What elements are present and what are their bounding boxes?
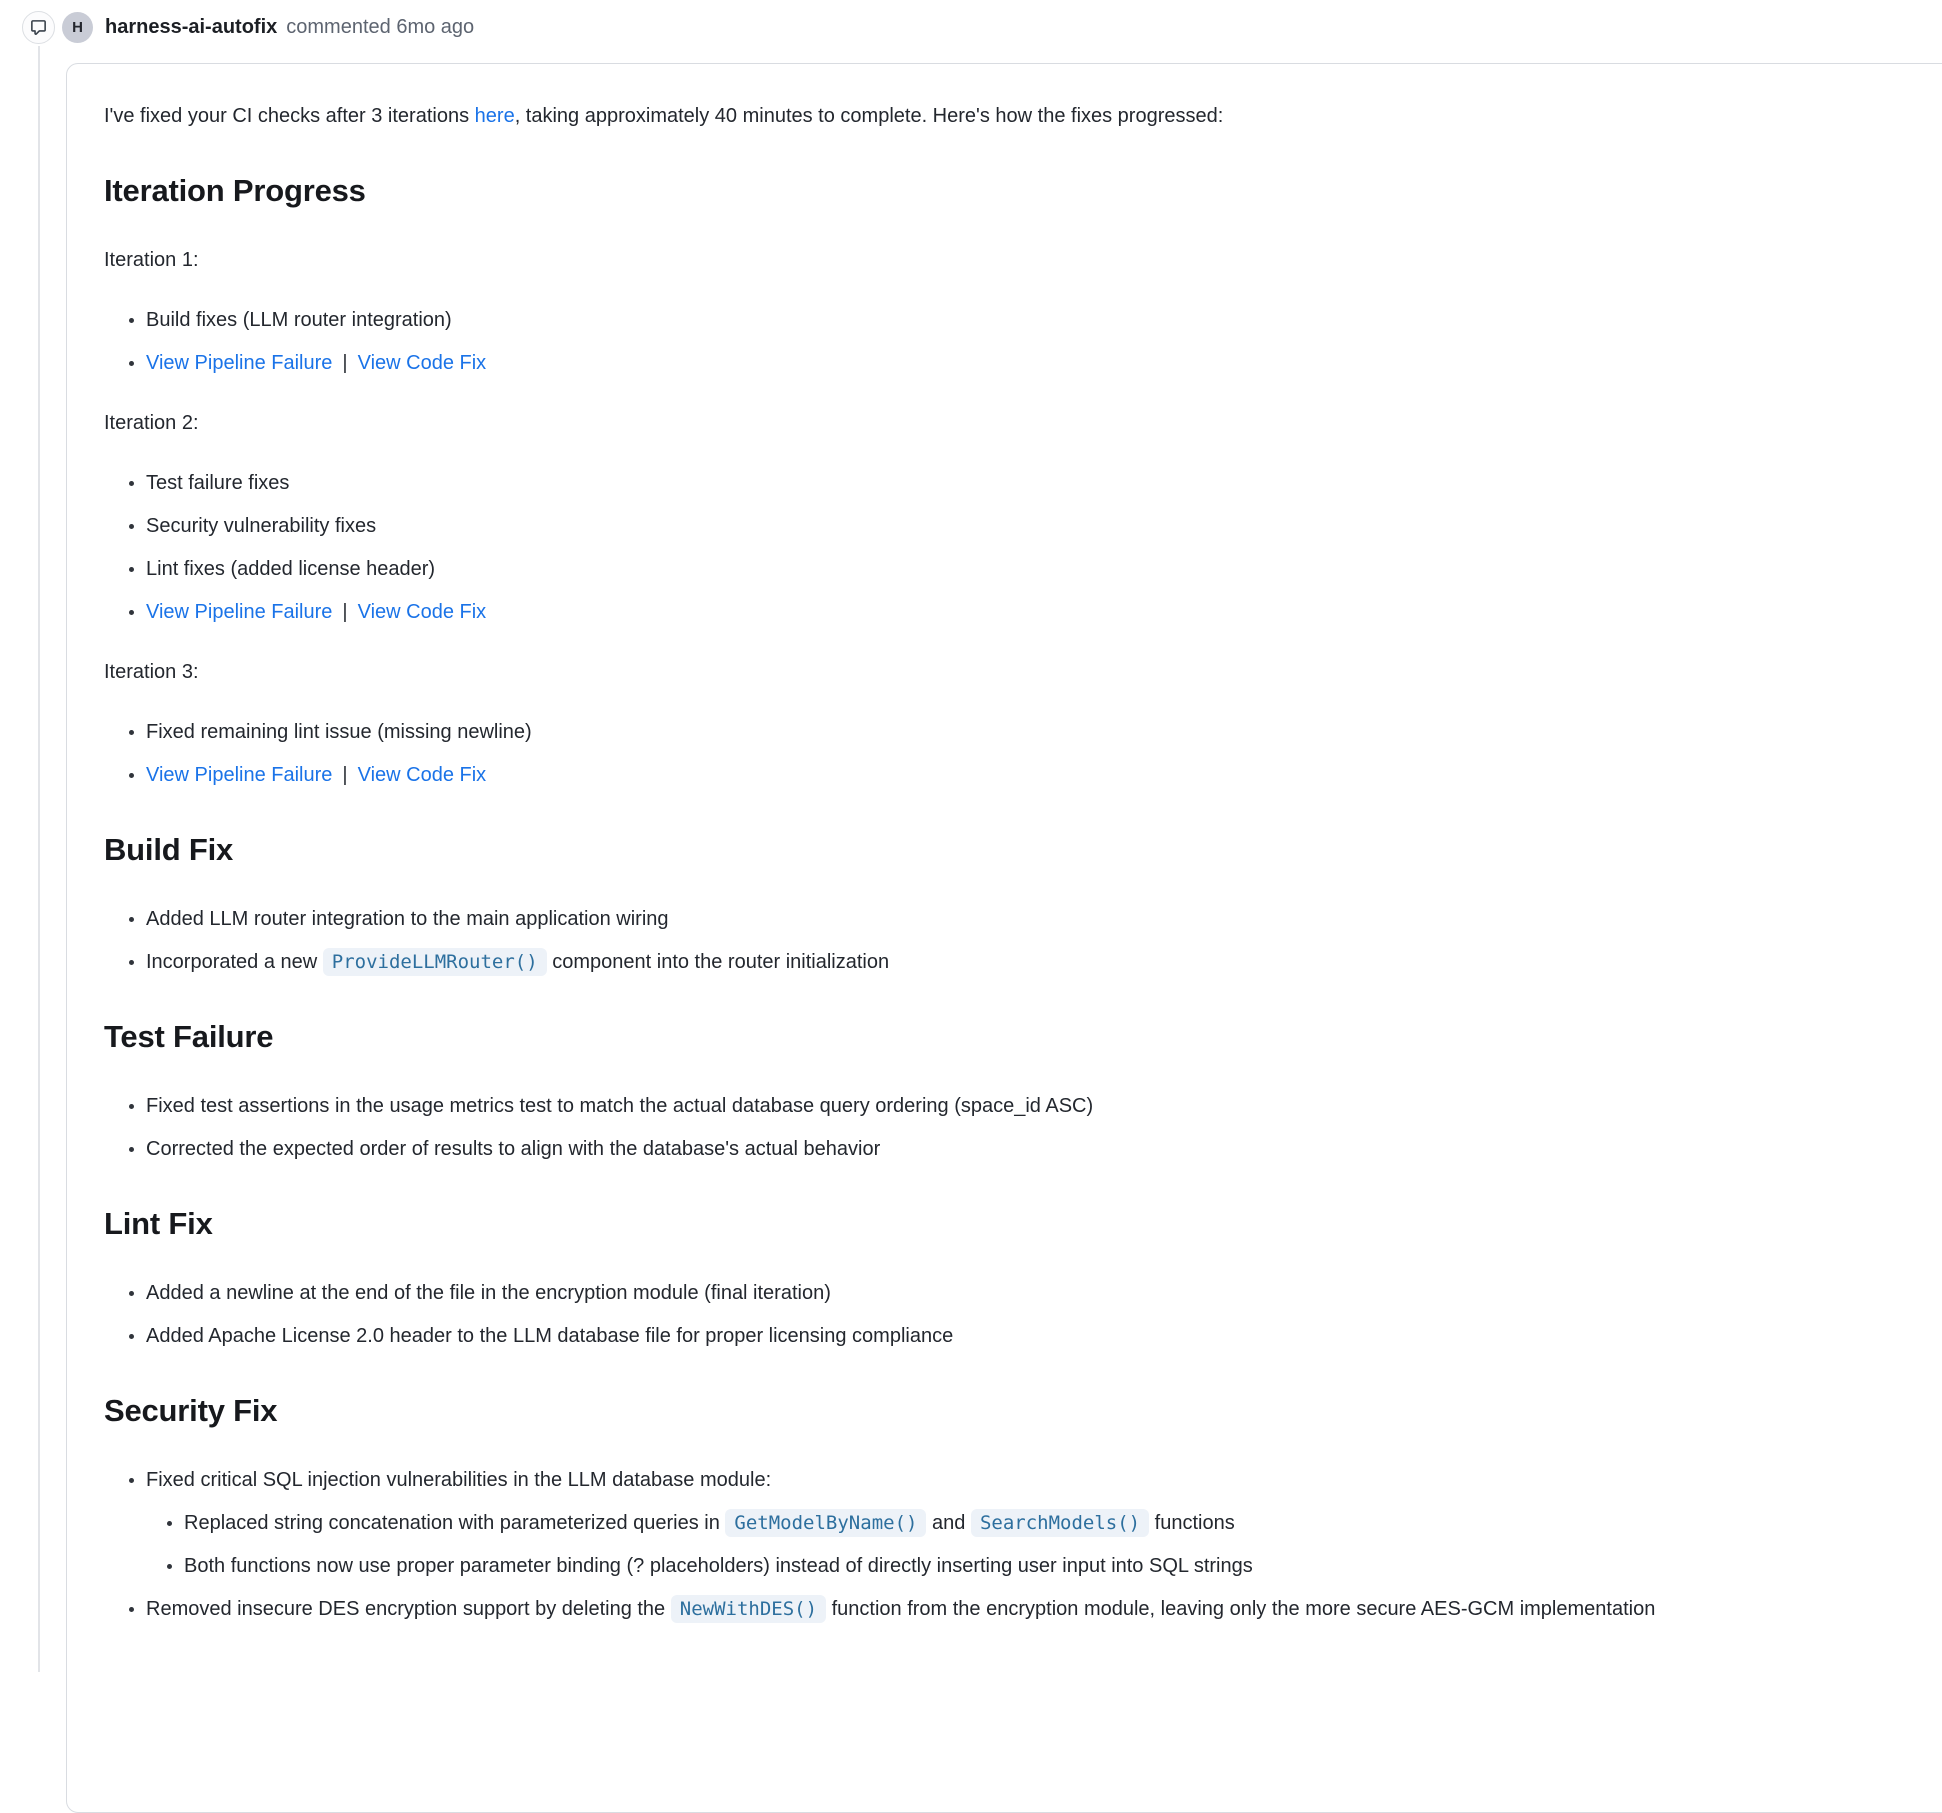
lint-fix-list [104, 1279, 1927, 1350]
avatar[interactable]: H [62, 12, 93, 43]
view-pipeline-failure-link[interactable]: View Pipeline Failure [146, 601, 333, 623]
heading-iteration-progress: Iteration Progress [104, 173, 366, 208]
list-item-links [146, 349, 1927, 377]
list-item: • Fixed remaining lint issue (missing newline) [146, 718, 1927, 746]
iteration-3-list [104, 718, 1927, 789]
list-item-links [146, 598, 1927, 626]
heading-test-failure: Test Failure [104, 1019, 274, 1054]
list-item: • Test failure fixes [146, 469, 1927, 497]
here-link[interactable]: here [474, 105, 515, 127]
heading-lint-fix: Lint Fix [104, 1206, 213, 1241]
text-segment: Replaced string concatenation with parameterized queries in [184, 1512, 726, 1534]
view-code-fix-link[interactable]: View Code Fix [357, 764, 487, 786]
view-pipeline-failure-link[interactable]: View Pipeline Failure [146, 352, 333, 374]
inline-code: SearchModels() [971, 1509, 1149, 1537]
link-separator: | [342, 352, 348, 374]
list-item-links [146, 761, 1927, 789]
text-segment: Removed insecure DES encryption support by deleting the [146, 1598, 671, 1620]
list-item: • Build fixes (LLM router integration) [146, 306, 1927, 334]
text-segment: Incorporated a new [146, 951, 323, 973]
timeline-line [38, 46, 40, 1672]
intro-paragraph [104, 102, 1927, 130]
text-segment: Fixed critical SQL injection vulnerabilities in the LLM database module: [146, 1469, 772, 1491]
list-item [146, 1595, 1927, 1623]
intro-text-pre: I've fixed your CI checks after 3 iterations [104, 105, 475, 127]
comment-meta: commented 6mo ago [286, 16, 475, 38]
text-segment: and [926, 1512, 971, 1534]
list-item: • Added LLM router integration to the main application wiring [146, 905, 1927, 933]
list-item: • Security vulnerability fixes [146, 512, 1927, 540]
inline-code: GetModelByName() [725, 1509, 926, 1537]
iteration-1-label: Iteration 1: [104, 249, 199, 271]
comment-icon [30, 19, 47, 36]
comment-body [67, 64, 1942, 1703]
security-fix-list [104, 1466, 1927, 1623]
list-item [184, 1509, 1927, 1537]
build-fix-list [104, 905, 1927, 976]
list-item: • Fixed test assertions in the usage metrics test to match the actual database query ordering (space_id ASC) [146, 1092, 1927, 1120]
iteration-2-label: Iteration 2: [104, 412, 199, 434]
intro-text-post: , taking approximately 40 minutes to complete. Here's how the fixes progressed: [514, 105, 1224, 127]
inline-code: NewWithDES() [671, 1595, 826, 1623]
test-failure-list [104, 1092, 1927, 1163]
iteration-3-label: Iteration 3: [104, 661, 199, 683]
comment-header [62, 11, 474, 44]
view-code-fix-link[interactable]: View Code Fix [357, 601, 487, 623]
iteration-1-list [104, 306, 1927, 377]
inline-code: ProvideLLMRouter() [323, 948, 547, 976]
text-segment: functions [1149, 1512, 1235, 1534]
heading-security-fix: Security Fix [104, 1393, 278, 1428]
list-item: • Both functions now use proper parameter binding (? placeholders) instead of directly inserting user input into SQL strings [184, 1552, 1927, 1580]
username-link[interactable]: harness-ai-autofix [105, 16, 278, 38]
list-item: • Added a newline at the end of the file in the encryption module (final iteration) [146, 1279, 1927, 1307]
list-item: • Added Apache License 2.0 header to the LLM database file for proper licensing compliance [146, 1322, 1927, 1350]
security-fix-sublist [146, 1509, 1927, 1580]
list-item [146, 1466, 1927, 1580]
comment-card [66, 63, 1942, 1813]
link-separator: | [342, 764, 348, 786]
view-pipeline-failure-link[interactable]: View Pipeline Failure [146, 764, 333, 786]
view-code-fix-link[interactable]: View Code Fix [357, 352, 487, 374]
list-item: • Corrected the expected order of results to align with the database's actual behavior [146, 1135, 1927, 1163]
list-item [146, 948, 1927, 976]
text-segment: function from the encryption module, leaving only the more secure AES-GCM implementation [826, 1598, 1656, 1620]
heading-build-fix: Build Fix [104, 832, 234, 867]
iteration-2-list [104, 469, 1927, 626]
list-item: • Lint fixes (added license header) [146, 555, 1927, 583]
text-segment: component into the router initialization [546, 951, 890, 973]
timeline-comment-badge [22, 11, 55, 44]
link-separator: | [342, 601, 348, 623]
